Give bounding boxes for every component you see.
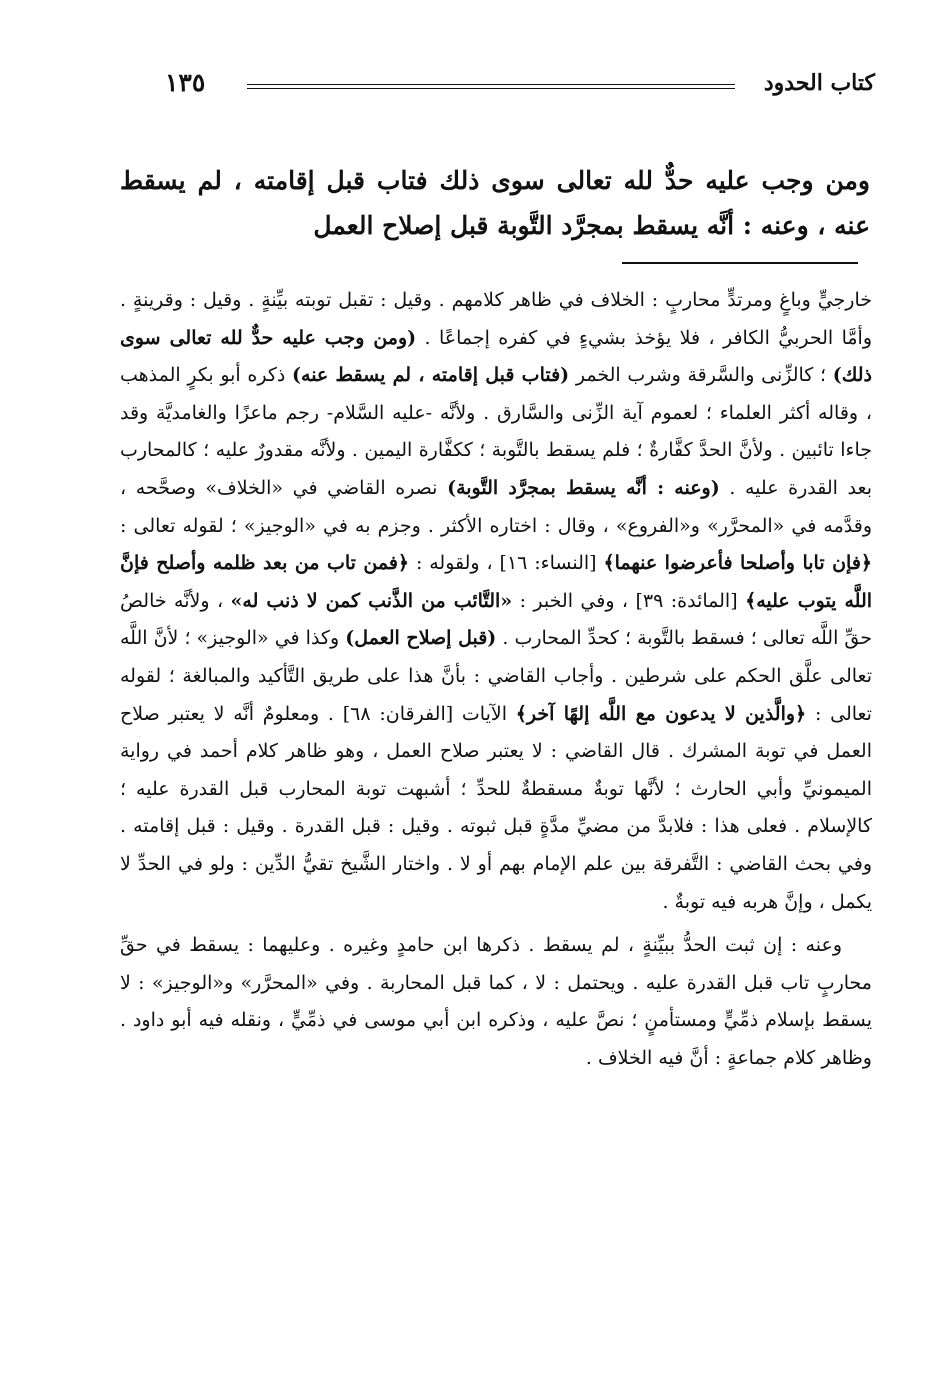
commentary-text: نصره القاضي في «الخلاف» وصحَّحه ، وقدَّمه في «المحرَّر» و«الفروع» ، وقال : اختاره الأكثر . وجزم به في «الوجيز» ؛ لقوله تعالى : — [120, 476, 872, 537]
hadith-quote: «التَّائب من الذَّنب كمن لا ذنب له» — [230, 589, 513, 612]
quran-quote: ﴿والَّذين لا يدعون مع اللَّه إلهًا آخر﴾ — [515, 702, 807, 725]
commentary-text: [النساء: ١٦] ، ولقوله : — [415, 552, 597, 575]
separator-rule — [622, 262, 858, 264]
quoted-matn: (وعنه : أنَّه يسقط بمجرَّد التَّوبة) — [447, 476, 720, 499]
page-number: ١٣٥ — [165, 68, 206, 97]
commentary-text: الآيات [الفرقان: ٦٨] . ومعلومٌ أنَّه لا يعتبر صلاح العمل في توبة المشرك . قال القاضي : لا يعتبر صلاح العمل ، وهو ظاهر كلام أحمد في رواية الميمونيِّ وأبي الحارث ؛ لأنَّها توبةٌ مسقطةٌ للحدِّ ؛ أشبهت توبة المحارب قبل القدرة عليه ؛ كالإسلام . فعلى هذا : فلابدَّ من مضيِّ مدَّةٍ قبل ثبوته . وقيل : قبل القدرة . وقيل : قبل إقامته . وفي بحث القاضي : التَّفرقة بين علم الإمام بهم أو لا . واختار الشَّيخ تقيُّ الدِّين : ولو في الحدِّ لا يكمل ، وإنَّ هربه فيه توبةٌ . — [120, 702, 872, 913]
commentary-text: وكذا في «الوجيز» ؛ لأنَّ اللَّه تعالى علَّق الحكم على شرطين . وأجاب القاضي : بأنَّ هذا على طريق التَّأكيد والمبالغة ؛ لقوله تعالى : — [120, 627, 872, 725]
commentary-text: خارجيٍّ وباغٍ ومرتدٍّ محاربٍ : الخلاف في ظاهر كلامهم . وقيل : تقبل توبته بيِّنةٍ . وقيل : وقرينةٍ . وأمَّا الحربيُّ الكافر ، فلا يؤخذ بشيءٍ في كفره إجماعًا . — [120, 289, 872, 349]
chapter-title: كتاب الحدود — [763, 70, 875, 96]
quran-quote: ﴿فإن تابا وأصلحا فأعرضوا عنهما﴾ — [603, 552, 873, 575]
commentary-text: ؛ كالزِّنى والسَّرقة وشرب الخمر — [575, 364, 827, 387]
quoted-matn: (قبل إصلاح العمل) — [345, 627, 497, 650]
quran-quote: ﴿فمن تاب من بعد ظلمه وأصلح فإنَّ اللَّه يتوب عليه﴾ — [120, 552, 873, 612]
commentary-text: [المائدة: ٣٩] ، وفي الخبر : — [519, 589, 738, 612]
commentary-paragraph-1 — [120, 282, 872, 921]
commentary-paragraph-2: وعنه : إن ثبت الحدُّ ببيِّنةٍ ، لم يسقط . ذكرها ابن حامدٍ وغيره . وعليهما : يسقط في حقِّ محاربٍ تاب قبل القدرة عليه . ويحتمل : لا ، كما قبل المحاربة . وفي «المحرَّر» و«الوجيز» : لا يسقط بإسلام ذمِّيٍّ ومستأمنٍ ؛ نصَّ عليه ، وذكره ابن أبي موسى في ذمِّيٍّ ، ونقله فيه أبو داود . وظاهر كلام جماعةٍ : أنَّ فيه الخلاف . — [120, 934, 872, 1069]
running-header — [165, 66, 875, 106]
quoted-matn: (ومن وجب عليه حدٌّ لله تعالى سوى ذلك) — [120, 326, 873, 387]
commentary-text: ذكره أبو بكرٍ المذهب ، وقاله أكثر العلماء ؛ لعموم آية الزِّنى والسَّارق . ولأنَّه -عليه السَّلام- رجم ماعزًا والغامديَّة وقد جاءا تائبين . ولأنَّ الحدَّ كفَّارةٌ ؛ فلم يسقط بالتَّوبة ؛ ككفَّارة اليمين . ولأنَّه مقدورٌ عليه ؛ كالمحارب بعد القدرة عليه . — [120, 364, 872, 499]
quoted-matn: (فتاب قبل إقامته ، لم يسقط عنه) — [292, 364, 570, 387]
header-rule — [247, 84, 735, 89]
commentary — [120, 282, 872, 1077]
commentary-text: ، ولأنَّه خالصُ حقِّ اللَّه تعالى ؛ فسقط بالتَّوبة ؛ كحدِّ المحارب . — [120, 589, 872, 650]
matn-text: ومن وجب عليه حدٌّ لله تعالى سوى ذلك فتاب قبل إقامته ، لم يسقط عنه ، وعنه : أنَّه يسقط بمجرَّد التَّوبة قبل إصلاح العمل — [120, 166, 870, 240]
